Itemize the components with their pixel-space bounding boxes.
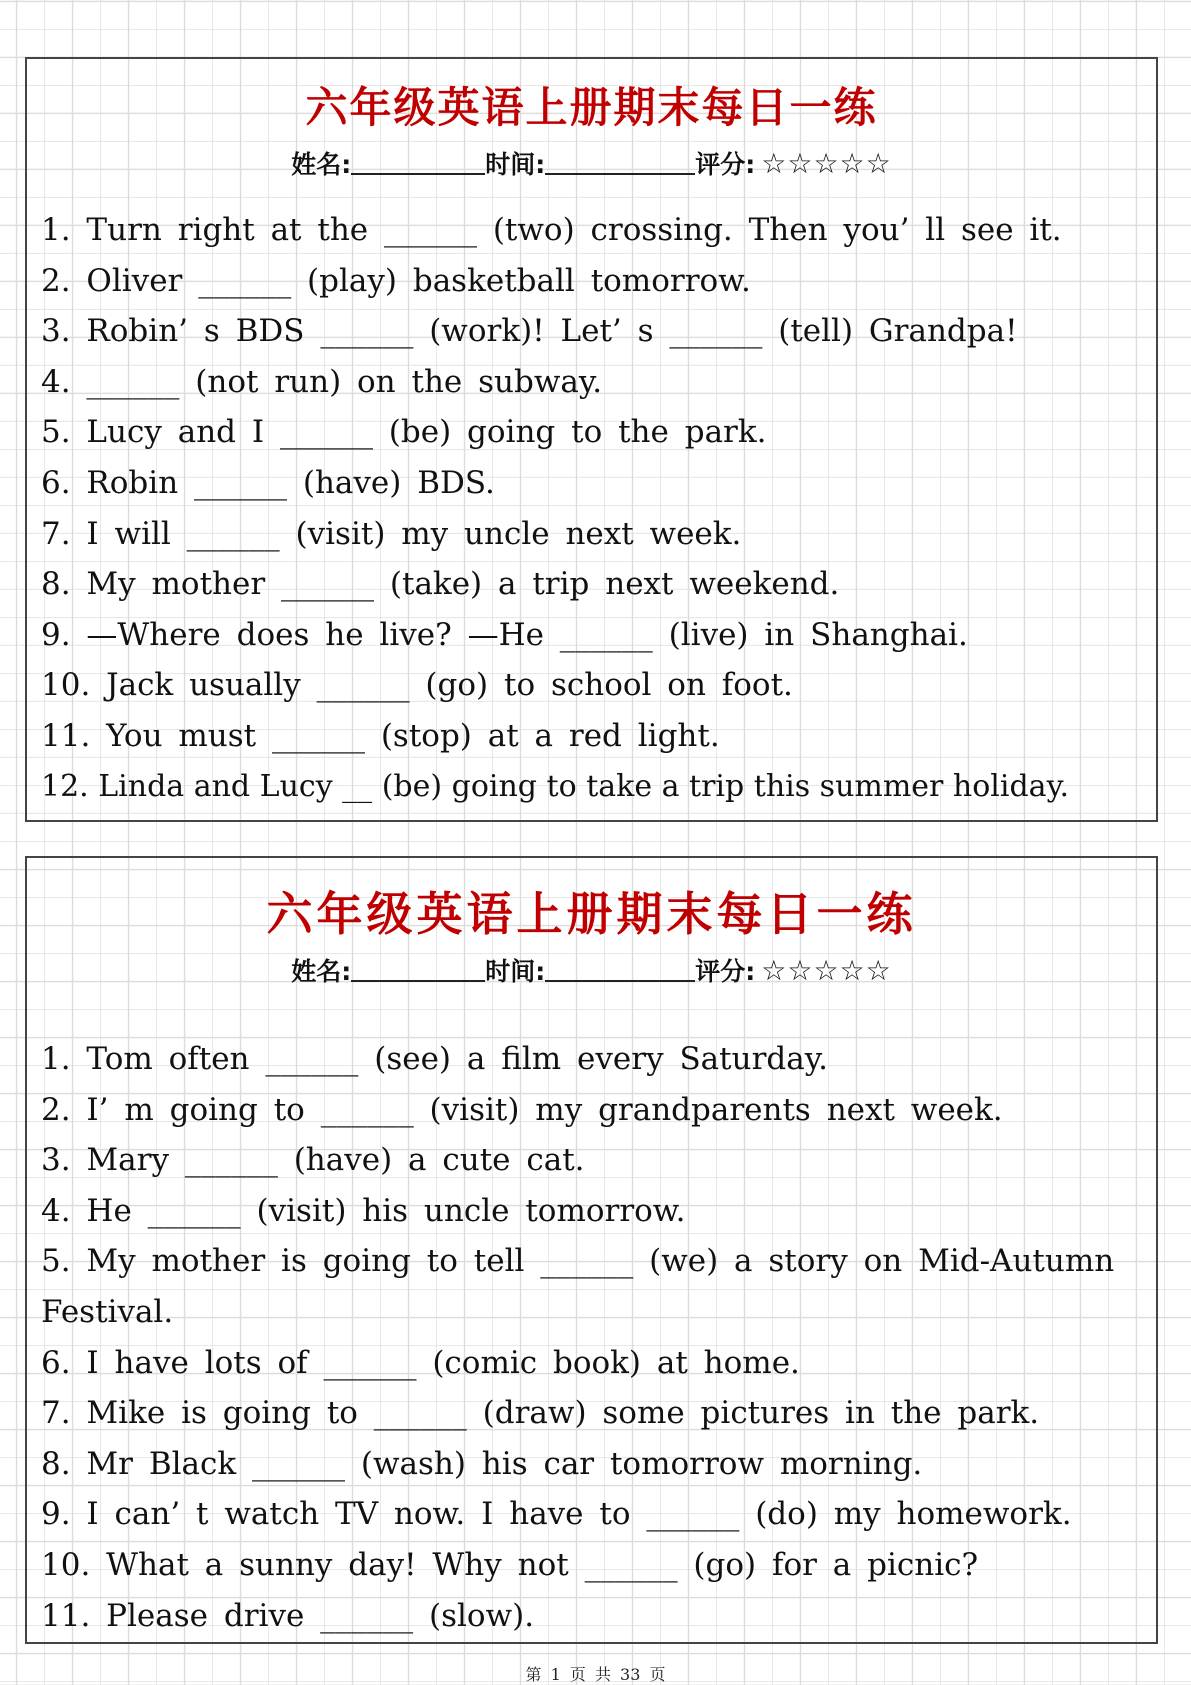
exercise-item: 9. I can’ t watch TV now. I have to ______ (do) my homework. (41, 1496, 1072, 1533)
time-label: 时间: (485, 957, 546, 986)
worksheet-title: 六年级英语上册期末每日一练 (266, 887, 917, 941)
exercise-item: 6. I have lots of ______ (comic book) at home. (41, 1344, 800, 1381)
exercise-item: 4. He ______ (visit) his uncle tomorrow. (41, 1192, 686, 1229)
time-field[interactable] (545, 149, 695, 175)
exercise-item: 2. I’ m going to ______ (visit) my grandparents next week. (41, 1091, 1003, 1128)
exercise-item: 1. Tom often ______ (see) a film every Saturday. (41, 1041, 828, 1077)
exercise-item: 3. Robin’ s BDS ______ (work)! Let’ s ______ (tell) Grandpa! (41, 313, 1018, 350)
exercise-list (41, 205, 1146, 812)
star-rating-icon[interactable]: ☆☆☆☆☆ (761, 147, 892, 180)
exercise-item: 8. Mr Black ______ (wash) his car tomorrow morning. (41, 1445, 923, 1482)
exercise-item: 1. Turn right at the ______ (two) crossing. Then you’ ll see it. (41, 212, 1062, 248)
score-label: 评分: (695, 957, 756, 986)
exercise-item: 7. I will ______ (visit) my uncle next week. (41, 515, 742, 552)
worksheet-title: 六年级英语上册期末每日一练 (305, 83, 878, 132)
name-label: 姓名: (291, 150, 352, 179)
time-label: 时间: (485, 150, 546, 179)
student-info-row (27, 952, 1156, 988)
exercise-item: 11. Please drive ______ (slow). (41, 1597, 535, 1634)
exercise-item: 10. Jack usually ______ (go) to school on foot. (41, 667, 793, 704)
exercise-item: 2. Oliver ______ (play) basketball tomorrow. (41, 262, 751, 299)
worksheet-1 (25, 57, 1158, 822)
score-label: 评分: (695, 150, 756, 179)
exercise-item: 11. You must ______ (stop) at a red light. (41, 717, 720, 754)
time-field[interactable] (545, 956, 695, 982)
worksheet-2 (25, 856, 1158, 1644)
student-info-row (27, 145, 1156, 181)
exercise-item: 5. My mother is going to tell ______ (we) a story on Mid-Autumn Festival. (41, 1243, 1115, 1330)
exercise-item: 4. ______ (not run) on the subway. (41, 363, 603, 400)
name-label: 姓名: (291, 957, 352, 986)
exercise-item: 8. My mother ______ (take) a trip next weekend. (41, 566, 840, 603)
star-rating-icon[interactable]: ☆☆☆☆☆ (761, 954, 892, 987)
exercise-item: 10. What a sunny day! Why not ______ (go) for a picnic? (41, 1546, 979, 1583)
name-field[interactable] (351, 149, 485, 175)
exercise-item: 12. Linda and Lucy __ (be) going to take a trip this summer holiday. (41, 768, 1070, 804)
exercise-item: 3. Mary ______ (have) a cute cat. (41, 1142, 585, 1179)
exercise-item: 7. Mike is going to ______ (draw) some pictures in the park. (41, 1395, 1040, 1432)
page-number: 第 1 页 共 33 页 (525, 1665, 666, 1684)
exercise-item: 5. Lucy and I ______ (be) going to the park. (41, 414, 767, 451)
exercise-item: 9. —Where does he live? —He ______ (live) in Shanghai. (41, 616, 968, 653)
exercise-item: 6. Robin ______ (have) BDS. (41, 464, 495, 501)
exercise-list (41, 1034, 1146, 1641)
name-field[interactable] (351, 956, 485, 982)
